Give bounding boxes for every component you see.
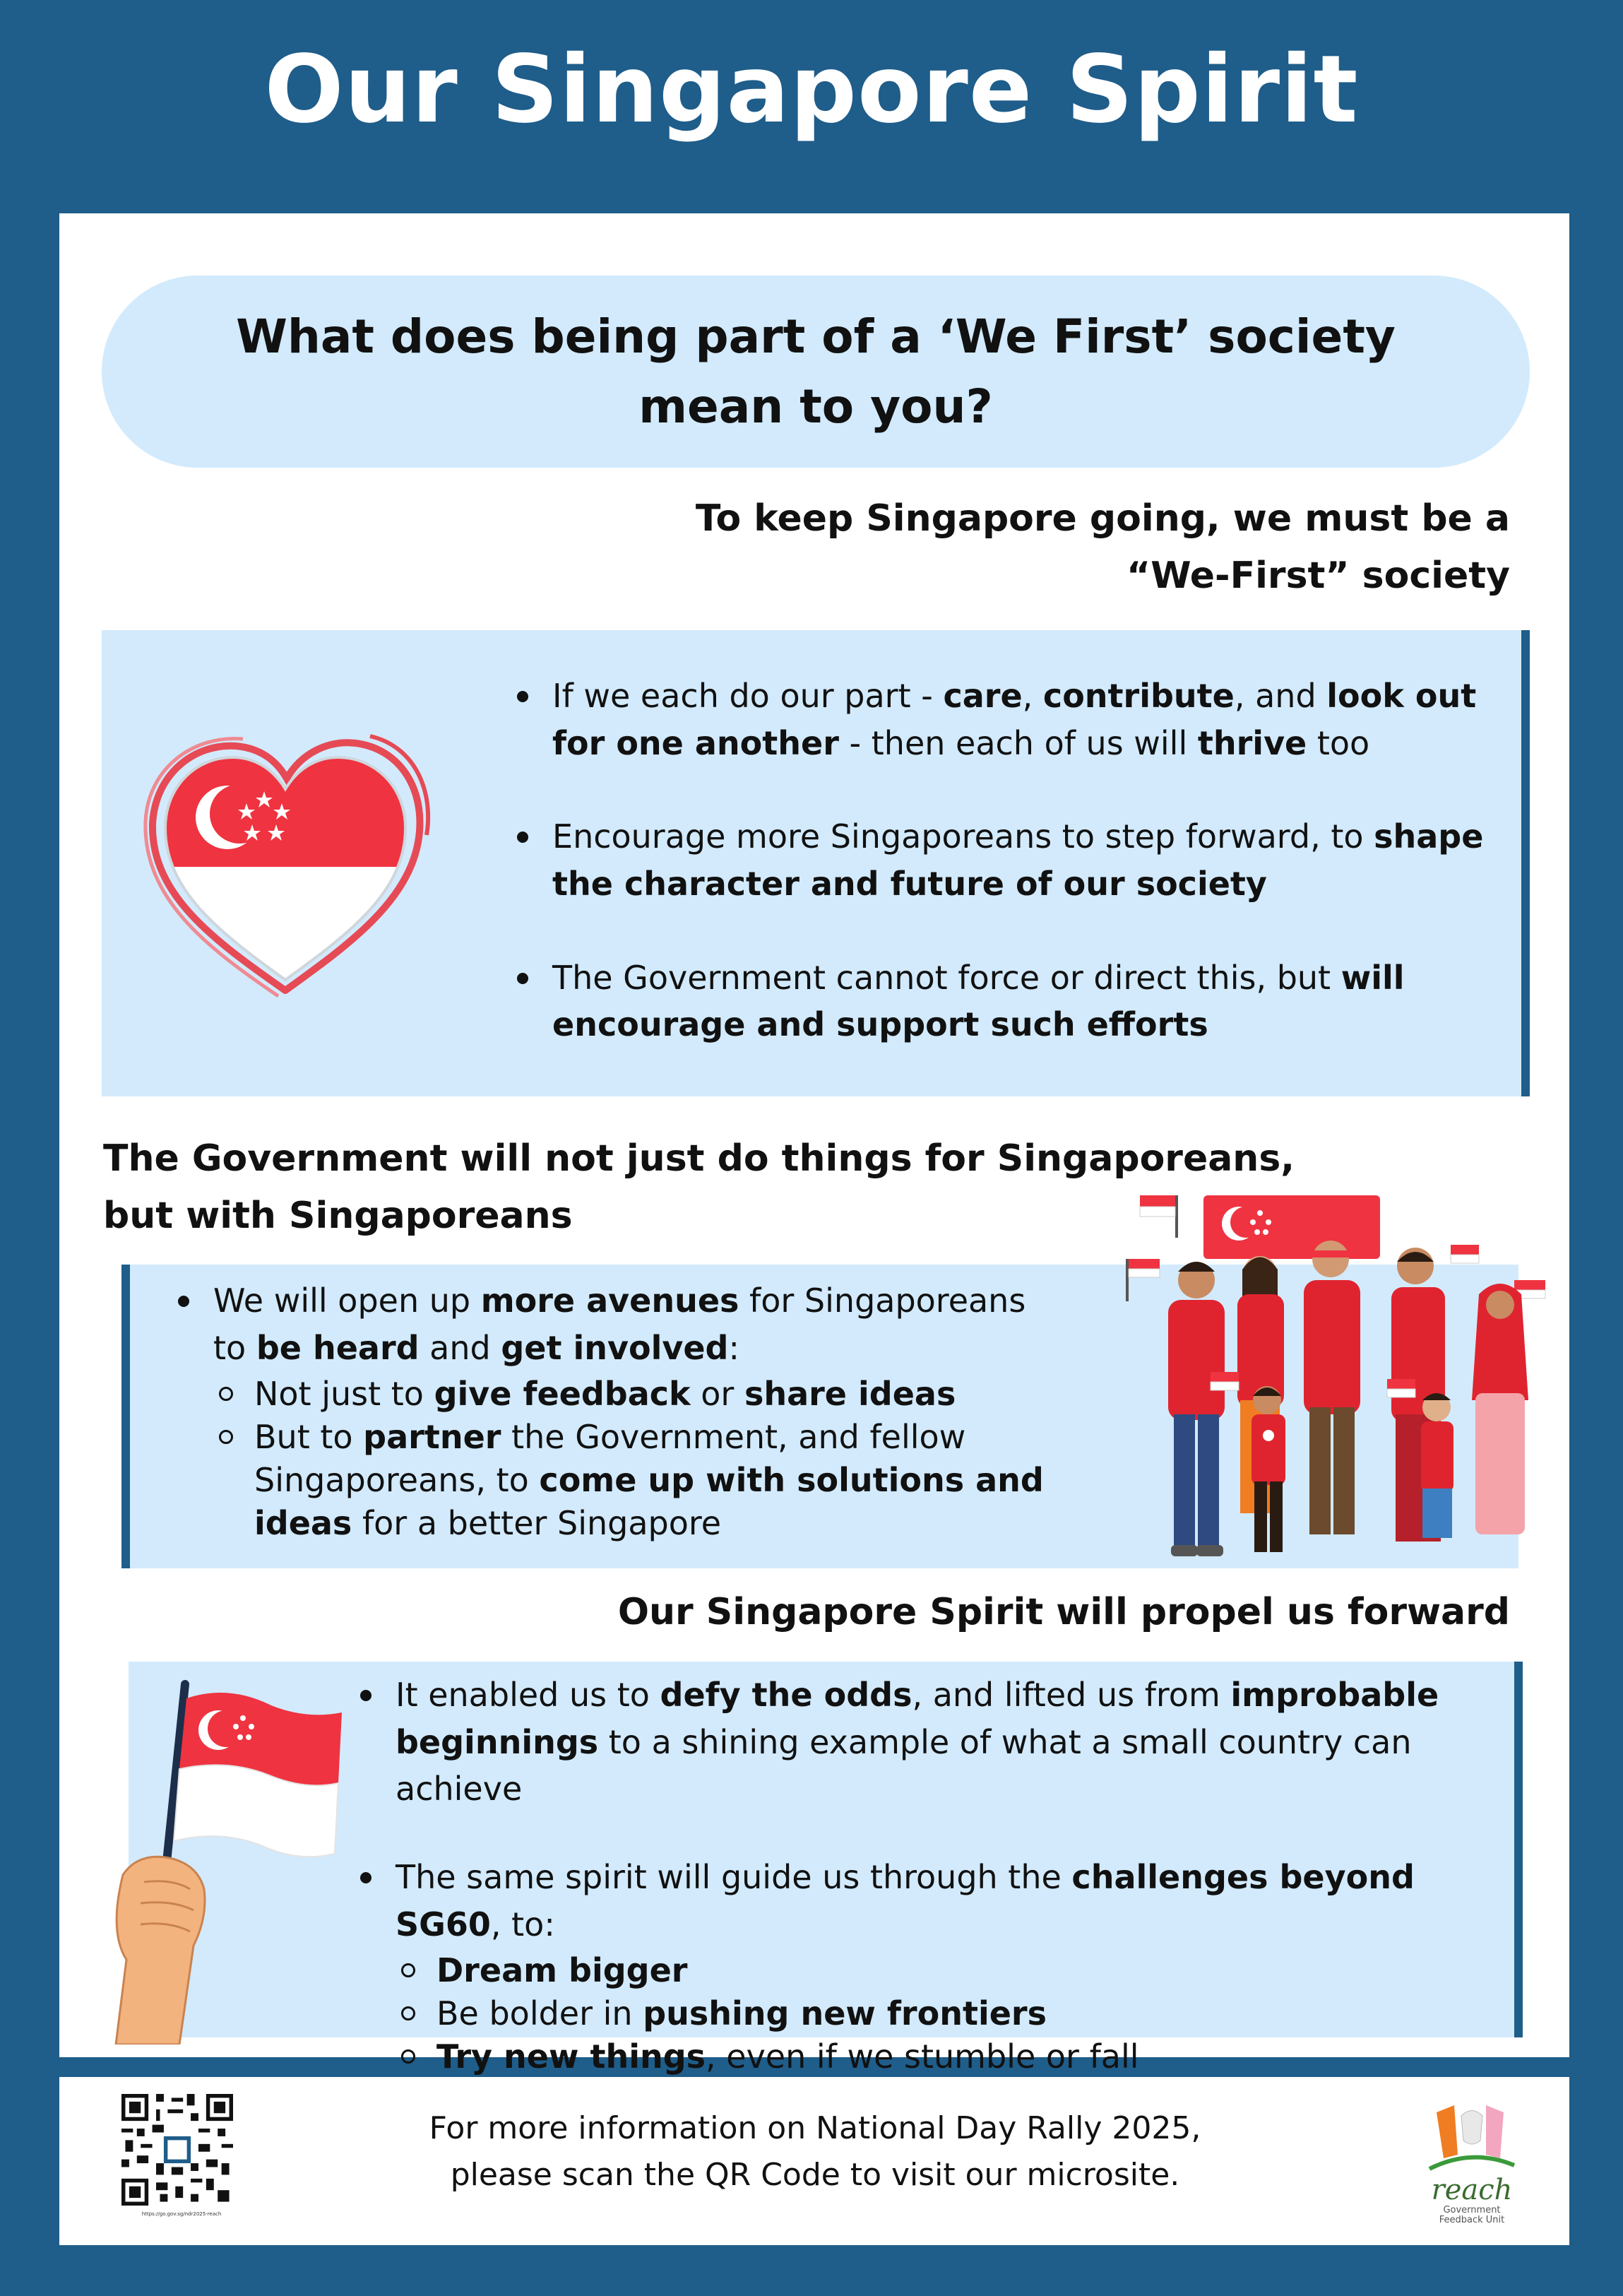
sublist-item [213, 1373, 1062, 1416]
list-item [511, 813, 1493, 907]
sublist-item [213, 1416, 1062, 1544]
section2-heading: The Government will not just do things for Singaporeans, but with Singaporeans [103, 1137, 1295, 1237]
emphasis: will encourage and support such efforts [552, 958, 1405, 1044]
emphasis: Try new things [436, 2037, 706, 2076]
emphasis: come up with solutions and ideas [254, 1460, 1044, 1542]
qr-code[interactable] [121, 2094, 233, 2206]
text: the Government, and fellow Singaporeans, to [254, 1418, 966, 1499]
section2-sublist [213, 1373, 1062, 1544]
footer-text [314, 2105, 1316, 2199]
heart-flag-illustration [137, 729, 434, 1005]
emphasis: challenges beyond SG60 [396, 1858, 1415, 1943]
list-item [511, 954, 1493, 1048]
section1-heading: To keep Singapore going, we must be a “We-First” society [695, 497, 1510, 597]
text: - then each of us will [838, 723, 1198, 762]
emphasis: contribute [1042, 677, 1235, 715]
question-banner [102, 276, 1530, 468]
text: But to [254, 1418, 364, 1457]
text: We will open up [213, 1282, 481, 1320]
text: Not just to [254, 1375, 434, 1414]
section3-list [355, 1671, 1485, 2119]
emphasis: Dream bigger [436, 1951, 688, 1990]
text: , to: [490, 1905, 555, 1943]
reach-subtitle [1422, 2206, 1521, 2226]
emphasis: thrive [1197, 723, 1307, 762]
text: Be bolder in [436, 1994, 643, 2033]
text: and [419, 1328, 501, 1367]
emphasis: care [943, 677, 1023, 715]
emphasis: share ideas [744, 1375, 956, 1414]
reach-wordmark: reach [1431, 2174, 1513, 2206]
section3-sublist [396, 1949, 1485, 2078]
emphasis: defy the odds [660, 1676, 912, 1714]
reach-sub-line-1: Government [1443, 2205, 1501, 2215]
emphasis: be heard [256, 1328, 420, 1367]
text: , and lifted us from [912, 1676, 1231, 1714]
hand-flag-illustration [73, 1677, 370, 2044]
footer-line-2: please scan the QR Code to visit our microsite. [450, 2157, 1180, 2193]
reach-logo [1422, 2091, 1521, 2232]
list-item [355, 1671, 1485, 1813]
question-text: What does being part of a ‘We First’ society mean to you? [236, 309, 1396, 434]
text: The Government cannot force or direct this, but [552, 958, 1341, 997]
list-item [172, 1277, 1062, 1544]
emphasis: pushing new frontiers [643, 1994, 1047, 2033]
footer [59, 2077, 1569, 2245]
footer-line-1: For more information on National Day Rally 2025, [429, 2110, 1201, 2146]
section1-box [102, 630, 1530, 1096]
emphasis: partner [363, 1418, 501, 1457]
poster-title: Our Singapore Spirit [264, 35, 1359, 144]
emphasis: give feedback [434, 1375, 691, 1414]
emphasis: shape the character and future of our society [552, 817, 1484, 904]
text: The same spirit will guide us through the [396, 1858, 1072, 1897]
emphasis: look out for one another [552, 677, 1477, 762]
text: for Singaporeans to [213, 1282, 1026, 1367]
sublist-item [396, 2035, 1485, 2078]
crowd-illustration [1119, 1188, 1557, 1584]
text: to a shining example of what a small country can achieve [396, 1722, 1412, 1809]
emphasis: improbable beginnings [396, 1676, 1439, 1761]
list-item [511, 673, 1493, 767]
qr-url: https://go.gov.sg/ndr2025-reach [141, 2211, 222, 2217]
text: Encourage more Singaporeans to step forward, to [552, 817, 1374, 856]
sublist-item [396, 1992, 1485, 2035]
reach-emblem-icon [1422, 2091, 1521, 2176]
section2-list [172, 1277, 1062, 1544]
text: , even if we stumble or fall [706, 2037, 1139, 2076]
text: for a better Singapore [352, 1503, 722, 1542]
text: It enabled us to [396, 1676, 660, 1714]
text: too [1307, 723, 1370, 762]
text: : [728, 1328, 739, 1367]
list-item [355, 1854, 1485, 2078]
section3-heading: Our Singapore Spirit will propel us forward [617, 1591, 1510, 1633]
reach-sub-line-2: Feedback Unit [1439, 2215, 1505, 2226]
text: , and [1234, 677, 1327, 715]
content-panel [59, 213, 1569, 2076]
emphasis: more avenues [480, 1282, 739, 1320]
text: If we each do our part - [552, 677, 944, 715]
text: or [690, 1375, 744, 1414]
section1-list [511, 673, 1493, 1095]
emphasis: get involved [501, 1328, 729, 1367]
sublist-item [396, 1949, 1485, 1992]
text: , [1022, 677, 1043, 715]
